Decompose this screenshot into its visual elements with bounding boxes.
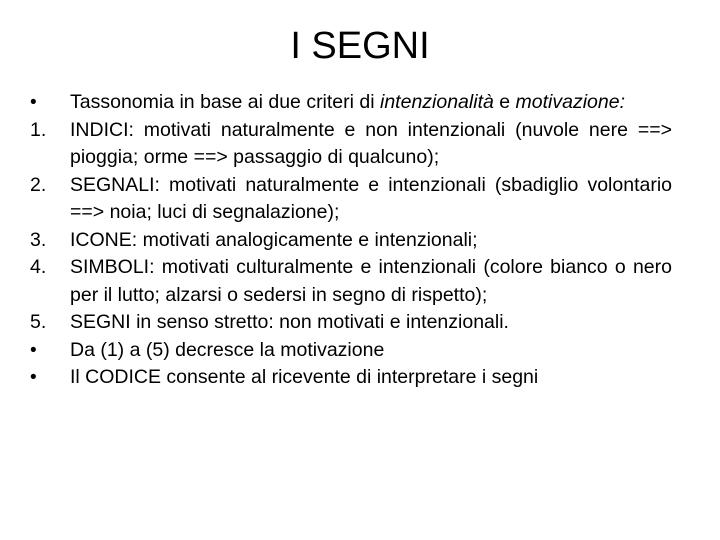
list-item-icone	[30, 227, 672, 255]
list-item-motivazione	[30, 337, 672, 365]
number-marker: 1.	[30, 118, 47, 141]
bullet-marker: •	[30, 367, 37, 388]
text-segment: e	[493, 91, 516, 113]
list-item-text	[70, 89, 672, 117]
text-segment: Tassonomia in base ai due criteri di	[70, 91, 380, 113]
bullet-marker: •	[30, 339, 37, 361]
list-item-text: Il CODICE consente al ricevente di interpretare i segni	[70, 366, 539, 388]
bullet-marker: •	[30, 92, 37, 113]
number-marker: 2.	[30, 173, 47, 196]
emphasis-motivazione: motivazione:	[515, 91, 625, 113]
slide-title: I SEGNI	[290, 25, 430, 67]
list-item-text: ICONE: motivati analogicamente e intenzionali;	[70, 228, 478, 251]
number-marker: 4.	[30, 256, 47, 278]
list-item-codice	[30, 364, 672, 392]
list-item-text: SEGNALI: motivati naturalmente e intenzionali (sbadiglio volontario ==> noia; luci di segnalazione);	[70, 173, 672, 223]
list-item-simboli	[30, 254, 672, 309]
list-item-text: Da (1) a (5) decresce la motivazione	[70, 338, 385, 361]
content-list	[30, 89, 672, 392]
list-item-segni	[30, 309, 672, 337]
number-marker: 3.	[30, 228, 47, 251]
number-marker: 5.	[30, 311, 47, 333]
list-item-text: INDICI: motivati naturalmente e non intenzionali (nuvole nere ==> pioggia; orme ==> passaggio di qualcuno);	[70, 118, 672, 168]
list-item-taxonomy	[30, 89, 672, 117]
list-item-text: SIMBOLI: motivati culturalmente e intenzionali (colore bianco o nero per il lutto; alzarsi o sedersi in segno di rispetto);	[70, 256, 672, 306]
list-item-segnali	[30, 172, 672, 227]
list-item-text: SEGNI in senso stretto: non motivati e intenzionali.	[70, 311, 509, 333]
emphasis-intenzionalita: intenzionalità	[380, 91, 494, 113]
list-item-indici	[30, 117, 672, 172]
